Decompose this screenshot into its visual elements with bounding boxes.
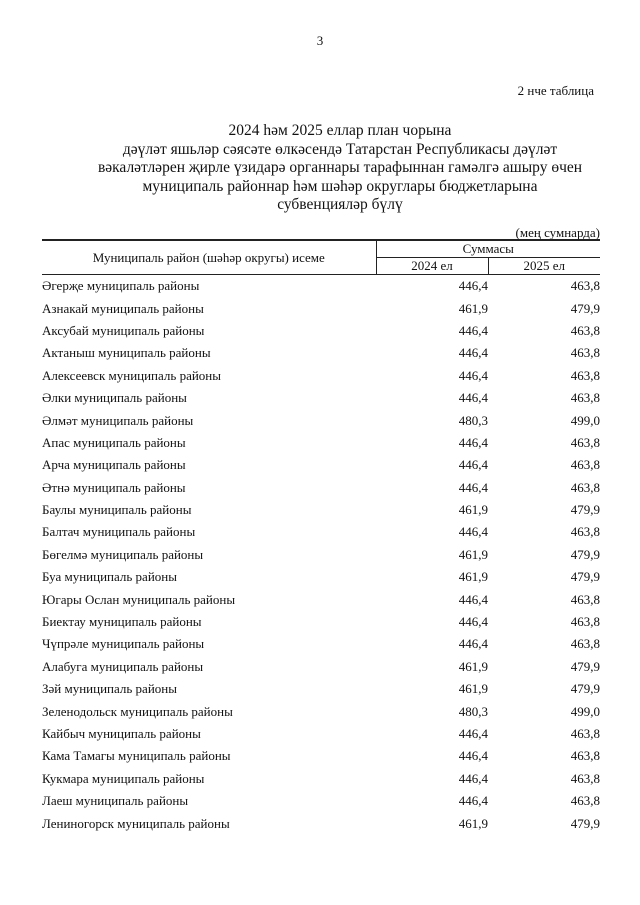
header-year-2024: 2024 ел <box>376 258 488 275</box>
table-row <box>42 297 600 319</box>
table-row <box>42 656 600 678</box>
value-2025-cell: 479,9 <box>570 502 601 518</box>
value-2025-cell: 463,8 <box>570 591 601 607</box>
value-2024-cell: 446,4 <box>458 726 488 741</box>
district-name-cell: Аксубай муниципаль районы <box>42 322 205 338</box>
district-name-cell: Әлмәт муниципаль районы <box>42 412 194 428</box>
value-2025-cell: 463,8 <box>570 390 601 406</box>
table-row <box>42 320 600 342</box>
table-row <box>42 499 600 521</box>
value-2024-cell: 446,4 <box>458 524 488 540</box>
district-name-cell: Кукмара муниципаль районы <box>42 770 205 786</box>
title-line: дәүләт яшьләр сәясәте өлкәсендә Татарстан Республикасы дәүләт <box>122 140 558 158</box>
units-note: (мең сумнарда) <box>515 225 600 240</box>
district-name-cell: Лаеш муниципаль районы <box>42 793 189 809</box>
table-row <box>42 342 600 364</box>
value-2024-cell: 461,9 <box>458 502 488 518</box>
value-2024-cell: 446,4 <box>458 322 488 338</box>
value-2024-cell: 480,3 <box>458 703 488 719</box>
district-name-cell: Чүпрәле муниципаль районы <box>42 636 205 652</box>
table-body <box>42 275 600 835</box>
table-row <box>42 521 600 543</box>
district-name-cell: Кама Тамагы муниципаль районы <box>42 748 231 764</box>
subvention-table <box>42 239 600 835</box>
table-row <box>42 812 600 834</box>
district-name-cell: Апас муниципаль районы <box>42 434 186 450</box>
value-2025-cell: 479,9 <box>570 569 601 585</box>
document-title <box>60 122 620 215</box>
district-name-cell: Әгерҗе муниципаль районы <box>42 278 200 294</box>
value-2025-cell: 463,8 <box>570 278 601 294</box>
value-2024-cell: 446,4 <box>458 748 488 764</box>
value-2024-cell: 446,4 <box>458 770 488 786</box>
value-2024-cell: 461,9 <box>458 300 488 316</box>
table-row <box>42 678 600 700</box>
district-name-cell: Буа муниципаль районы <box>42 569 177 585</box>
value-2025-cell: 463,8 <box>570 770 601 786</box>
value-2025-cell: 499,0 <box>570 412 601 428</box>
value-2024-cell: 446,4 <box>458 636 488 652</box>
district-name-cell: Кайбыч муниципаль районы <box>42 726 201 741</box>
value-2025-cell: 463,8 <box>570 434 601 450</box>
value-2025-cell: 463,8 <box>570 322 601 338</box>
title-line: вәкаләтләрен җирле үзидарә органнары тарафыннан гамәлгә ашыру өчен <box>97 159 583 176</box>
table-row <box>42 432 600 454</box>
district-name-cell: Әлки муниципаль районы <box>42 390 187 406</box>
table-row <box>42 633 600 655</box>
value-2025-cell: 479,9 <box>570 658 601 674</box>
district-name-cell: Актаныш муниципаль районы <box>42 345 211 361</box>
district-name-cell: Зәй муниципаль районы <box>42 681 177 697</box>
value-2024-cell: 446,4 <box>458 345 488 361</box>
value-2025-cell: 463,8 <box>570 345 601 361</box>
value-2024-cell: 446,4 <box>458 434 488 450</box>
table-label: 2 нче таблица <box>517 83 594 98</box>
district-name-cell: Алексеевск муниципаль районы <box>42 367 221 383</box>
value-2025-cell: 463,8 <box>570 524 601 540</box>
table-row <box>42 387 600 409</box>
district-name-cell: Бөгелмә муниципаль районы <box>42 546 204 562</box>
value-2025-cell: 463,8 <box>570 636 601 652</box>
value-2025-cell: 479,9 <box>570 300 601 316</box>
value-2025-cell: 463,8 <box>570 367 601 383</box>
value-2025-cell: 499,0 <box>570 703 601 719</box>
table-row <box>42 588 600 610</box>
value-2024-cell: 446,4 <box>458 479 488 495</box>
table-row <box>42 566 600 588</box>
value-2025-cell: 463,8 <box>570 793 601 809</box>
value-2024-cell: 446,4 <box>458 591 488 607</box>
value-2025-cell: 463,8 <box>570 457 601 473</box>
table-row <box>42 409 600 431</box>
value-2025-cell: 479,9 <box>570 546 601 562</box>
value-2024-cell: 461,9 <box>458 546 488 562</box>
page-number: 3 <box>316 33 324 48</box>
district-name-cell: Алабуга муниципаль районы <box>42 658 204 674</box>
district-name-cell: Азнакай муниципаль районы <box>42 300 204 316</box>
header-year-2025: 2025 ел <box>488 258 600 275</box>
title-line: субвенцияләр бүлү <box>277 196 403 213</box>
value-2024-cell: 461,9 <box>458 681 488 697</box>
value-2025-cell: 479,9 <box>570 681 601 697</box>
header-district-name: Муниципаль район (шәһәр округы) исеме <box>42 240 376 275</box>
table-row <box>42 768 600 790</box>
value-2025-cell: 463,8 <box>570 614 601 630</box>
table-row <box>42 454 600 476</box>
district-name-cell: Балтач муниципаль районы <box>42 524 196 540</box>
value-2025-cell: 479,9 <box>570 815 601 831</box>
district-name-cell: Баулы муниципаль районы <box>42 502 192 518</box>
table-row <box>42 745 600 767</box>
value-2025-cell: 463,8 <box>570 726 601 741</box>
value-2024-cell: 446,4 <box>458 390 488 406</box>
district-name-cell: Югары Ослан муниципаль районы <box>42 591 236 607</box>
district-name-cell: Зеленодольск муниципаль районы <box>42 703 233 719</box>
value-2024-cell: 461,9 <box>458 815 488 831</box>
table-row <box>42 790 600 812</box>
value-2024-cell: 446,4 <box>458 614 488 630</box>
value-2024-cell: 446,4 <box>458 793 488 809</box>
header-sums: Суммасы <box>376 240 600 258</box>
value-2024-cell: 446,4 <box>458 367 488 383</box>
table-row <box>42 477 600 499</box>
district-name-cell: Биектау муниципаль районы <box>42 614 202 630</box>
value-2024-cell: 461,9 <box>458 569 488 585</box>
district-name-cell: Лениногорск муниципаль районы <box>42 815 230 831</box>
title-line: муниципаль районнар һәм шәһәр округлары бюджетларына <box>142 177 538 195</box>
value-2024-cell: 446,4 <box>458 278 488 294</box>
table-row <box>42 365 600 387</box>
table-row <box>42 723 600 745</box>
value-2024-cell: 480,3 <box>458 412 488 428</box>
table-row <box>42 700 600 722</box>
table-row <box>42 544 600 566</box>
title-line: 2024 һәм 2025 еллар план чорына <box>228 122 452 139</box>
table-row <box>42 611 600 633</box>
value-2025-cell: 463,8 <box>570 479 601 495</box>
value-2024-cell: 461,9 <box>458 658 488 674</box>
district-name-cell: Арча муниципаль районы <box>42 457 186 473</box>
district-name-cell: Әтнә муниципаль районы <box>42 479 186 495</box>
table-row <box>42 275 600 298</box>
value-2025-cell: 463,8 <box>570 748 601 764</box>
value-2024-cell: 446,4 <box>458 457 488 473</box>
